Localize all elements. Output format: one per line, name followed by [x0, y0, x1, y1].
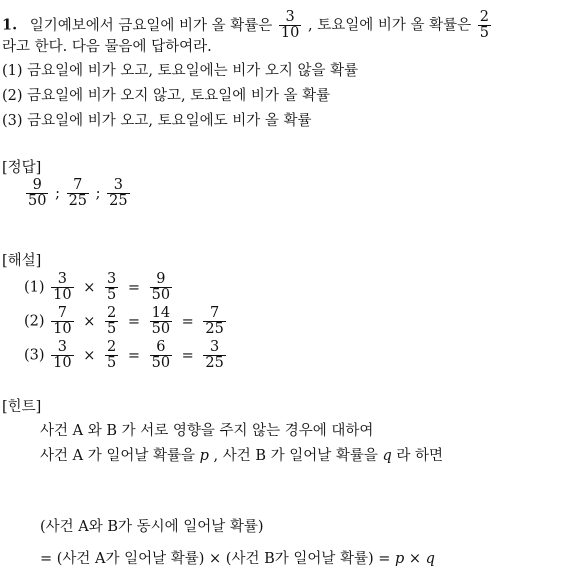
solution-1-f1: [51, 272, 73, 303]
solution-1: [24, 272, 174, 303]
solution-3-result-num: 6: [150, 340, 172, 356]
hint-formula-2: [40, 550, 435, 568]
saturday-probability: [478, 10, 491, 41]
question-2: (2) 금요일에 비가 오지 않고, 토요일에 비가 올 확률: [2, 88, 331, 104]
solution-3-result-den: 50: [151, 355, 171, 371]
solution-heading: [해설]: [2, 253, 42, 269]
solution-2-times: ×: [83, 313, 96, 330]
solution-3-f2-den: 5: [106, 355, 117, 371]
solution-2-result: [150, 306, 172, 337]
solution-2-f2: [105, 306, 118, 337]
solution-1-result-num: 9: [150, 272, 172, 288]
solution-3-label: (3): [24, 347, 45, 364]
answer-3-num: 3: [107, 178, 129, 194]
solution-3-reduced: [203, 340, 225, 371]
answer-2-num: 7: [67, 178, 89, 194]
hint-heading: [힌트]: [2, 399, 42, 415]
solution-2-reduced-num: 7: [203, 306, 225, 322]
hint-formula-2b: p × q: [395, 551, 435, 567]
solution-2-label: (2): [24, 313, 45, 330]
solution-2-f2-num: 2: [106, 305, 117, 321]
solution-3-reduced-num: 3: [203, 340, 225, 356]
solution-2-f2-den: 5: [106, 321, 117, 337]
answer-sep-1: ;: [55, 185, 60, 202]
solution-1-f2: [105, 272, 118, 303]
solution-3-f1-den: 10: [53, 355, 72, 371]
question-1: (1) 금요일에 비가 오고, 토요일에는 비가 오지 않을 확률: [2, 63, 359, 79]
solution-1-f2-den: 5: [106, 287, 117, 303]
answer-sep-2: ;: [95, 185, 101, 202]
answer-3: [107, 178, 129, 209]
hint-p: p: [199, 448, 209, 464]
answer-1-num: 9: [26, 178, 48, 194]
hint-q: q: [382, 448, 392, 464]
solution-2-f1-num: 7: [51, 306, 73, 322]
solution-3-f1: [51, 340, 73, 371]
solution-3-f2-num: 2: [106, 339, 117, 355]
answer-1: [26, 178, 48, 209]
hint-formula-2a: = (사건 A가 일어날 확률) × (사건 B가 일어날 확률) =: [40, 551, 391, 567]
solution-1-f1-den: 10: [53, 287, 72, 303]
solution-2-equals-2: =: [181, 313, 194, 330]
problem-intro-a: 일기예보에서 금요일에 비가 올 확률은: [29, 17, 273, 34]
solution-2: [24, 306, 228, 337]
hint-line-2b: , 사건 B 가 일어날 확률을: [213, 448, 378, 464]
hint-line-2: [40, 447, 443, 465]
solution-3-f1-num: 3: [51, 340, 73, 356]
solution-1-label: (1): [24, 279, 45, 296]
solution-2-reduced: [203, 306, 225, 337]
solution-1-result: [150, 272, 172, 303]
solution-1-f2-num: 3: [106, 271, 117, 287]
solution-1-f1-num: 3: [51, 272, 73, 288]
solution-3: [24, 340, 228, 371]
solution-2-equals-1: =: [127, 313, 140, 330]
hint-line-2a: 사건 A 가 일어날 확률을: [40, 448, 195, 464]
saturday-prob-num: 2: [479, 9, 489, 25]
answer-2-den: 25: [68, 193, 88, 209]
solution-2-f1: [51, 306, 73, 337]
hint-line-1: 사건 A 와 B 가 서로 영향을 주지 않는 경우에 대하여: [40, 423, 374, 439]
question-3: (3) 금요일에 비가 오고, 토요일에도 비가 올 확률: [2, 113, 312, 129]
hint-line-2c: 라 하면: [396, 448, 444, 464]
solution-3-f2: [105, 340, 118, 371]
solution-3-result: [150, 340, 172, 371]
solution-1-result-den: 50: [151, 287, 171, 303]
hint-formula-1: (사건 A와 B가 동시에 일어날 확률): [40, 519, 264, 535]
solution-2-reduced-den: 25: [205, 321, 224, 337]
friday-prob-num: 3: [279, 10, 301, 26]
solution-2-f1-den: 10: [53, 321, 72, 337]
friday-prob-den: 10: [280, 25, 300, 41]
solution-1-times: ×: [83, 279, 96, 296]
answer-heading: [정답]: [2, 160, 42, 176]
answer-2: [67, 178, 89, 209]
friday-probability: [279, 10, 301, 41]
solution-2-result-den: 50: [151, 321, 171, 337]
problem-intro-b: , 토요일에 비가 올 확률은: [307, 17, 472, 34]
answer-3-den: 25: [109, 193, 128, 209]
solution-3-times: ×: [83, 347, 96, 364]
solution-3-equals-2: =: [181, 347, 194, 364]
solution-3-reduced-den: 25: [205, 355, 224, 371]
problem-number: 1.: [2, 16, 18, 34]
solution-3-equals-1: =: [127, 347, 140, 364]
answer-row: [24, 178, 132, 209]
problem-intro-c: 라고 한다. 다음 물음에 답하여라.: [2, 39, 212, 55]
answer-1-den: 50: [28, 193, 47, 209]
problem-line-1: [2, 10, 493, 41]
solution-1-equals: =: [127, 279, 140, 296]
solution-2-result-num: 14: [151, 305, 171, 321]
saturday-prob-den: 5: [479, 25, 489, 41]
